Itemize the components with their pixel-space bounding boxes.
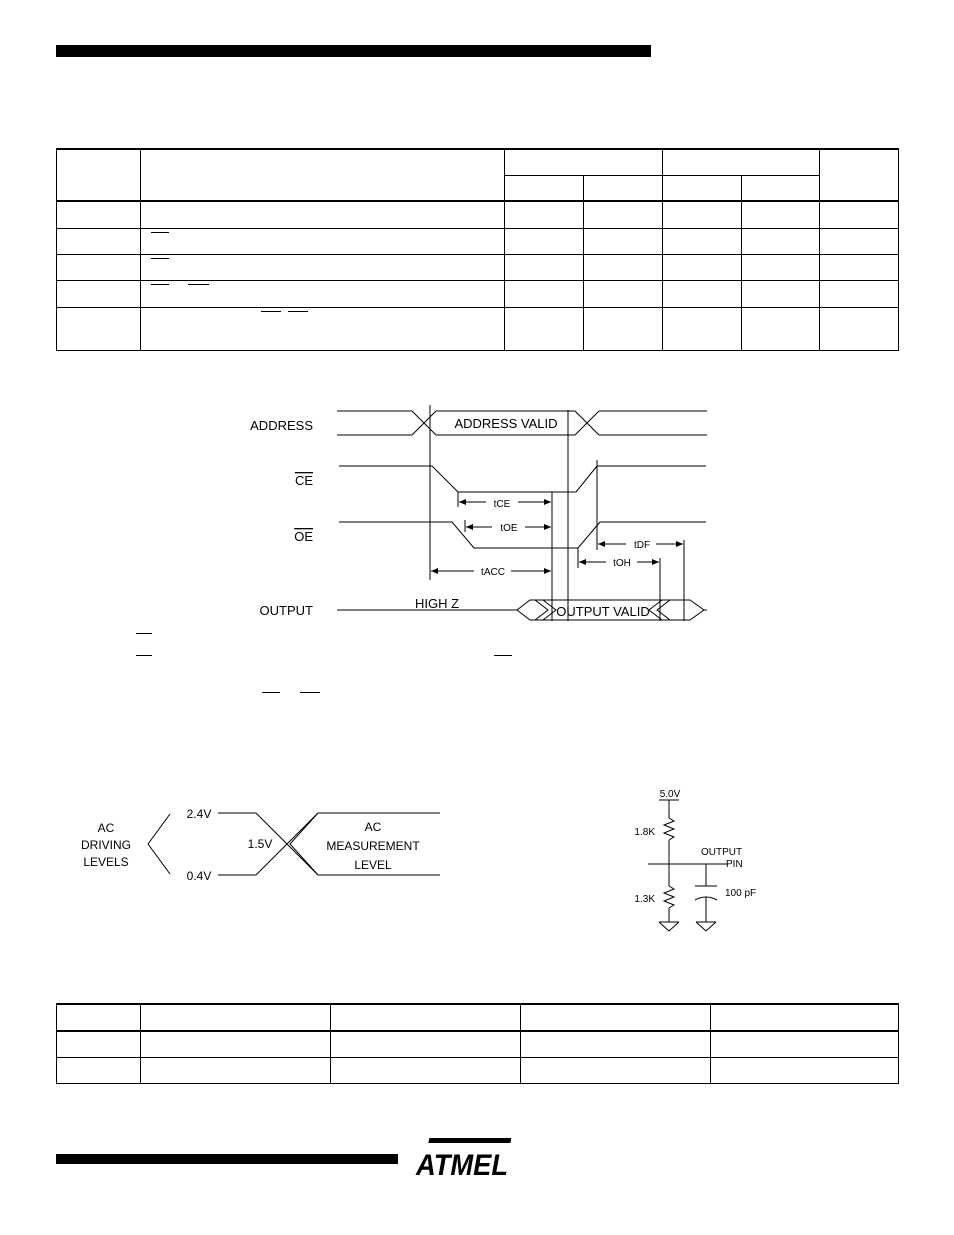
output-load-circuit — [600, 770, 800, 940]
overline-mark — [494, 655, 512, 656]
toh-label: tOH — [613, 558, 631, 569]
table-row — [57, 1031, 899, 1057]
overline-mark — [136, 655, 152, 656]
toe-label: tOE — [500, 523, 518, 534]
overline-mark — [300, 692, 320, 693]
tacc-label: tACC — [481, 567, 505, 578]
oe-signal-label: OE — [294, 529, 313, 544]
tce-label: tCE — [493, 499, 511, 510]
atmel-logo — [412, 1135, 516, 1185]
v-high-label: 2.4V — [186, 807, 212, 821]
overline-mark — [136, 633, 152, 634]
ac-levels-waveform — [0, 760, 480, 900]
v-low-label: 0.4V — [186, 869, 212, 883]
table-row — [57, 1057, 899, 1083]
pin-capacitance-table — [56, 1003, 899, 1084]
r-bottom-label: 1.3K — [634, 894, 655, 905]
high-z-label: HIGH Z — [414, 596, 460, 611]
overline-mark — [262, 692, 280, 693]
ac-measurement-label-line2: MEASUREMENT — [326, 839, 420, 853]
v-mid-label: 1.5V — [247, 837, 273, 851]
tdf-label: tDF — [633, 540, 651, 551]
ac-measurement-label-line3: LEVEL — [354, 858, 392, 872]
atmel-logo-text: ATMEL — [415, 1149, 508, 1182]
ac-driving-label-line3: LEVELS — [83, 855, 129, 869]
footer-bar — [56, 1154, 398, 1164]
table-row — [57, 1004, 899, 1031]
capacitor-label: 100 pF — [725, 888, 757, 899]
ce-signal-label: CE — [294, 473, 313, 488]
address-signal-label: ADDRESS — [250, 418, 313, 433]
ac-driving-label-line2: DRIVING — [80, 838, 132, 852]
output-valid-label: OUTPUT VALID — [556, 604, 650, 619]
ac-driving-label-line1: AC — [97, 821, 115, 835]
supply-voltage-label: 5.0V — [659, 789, 681, 800]
output-signal-label: OUTPUT — [259, 603, 313, 618]
ac-measurement-label-line1: AC — [364, 820, 382, 834]
address-valid-label: ADDRESS VALID — [454, 416, 558, 431]
r-top-label: 1.8K — [634, 827, 655, 838]
output-pin-label-line2: PIN — [726, 859, 743, 870]
output-pin-label-line1: OUTPUT — [701, 847, 743, 858]
